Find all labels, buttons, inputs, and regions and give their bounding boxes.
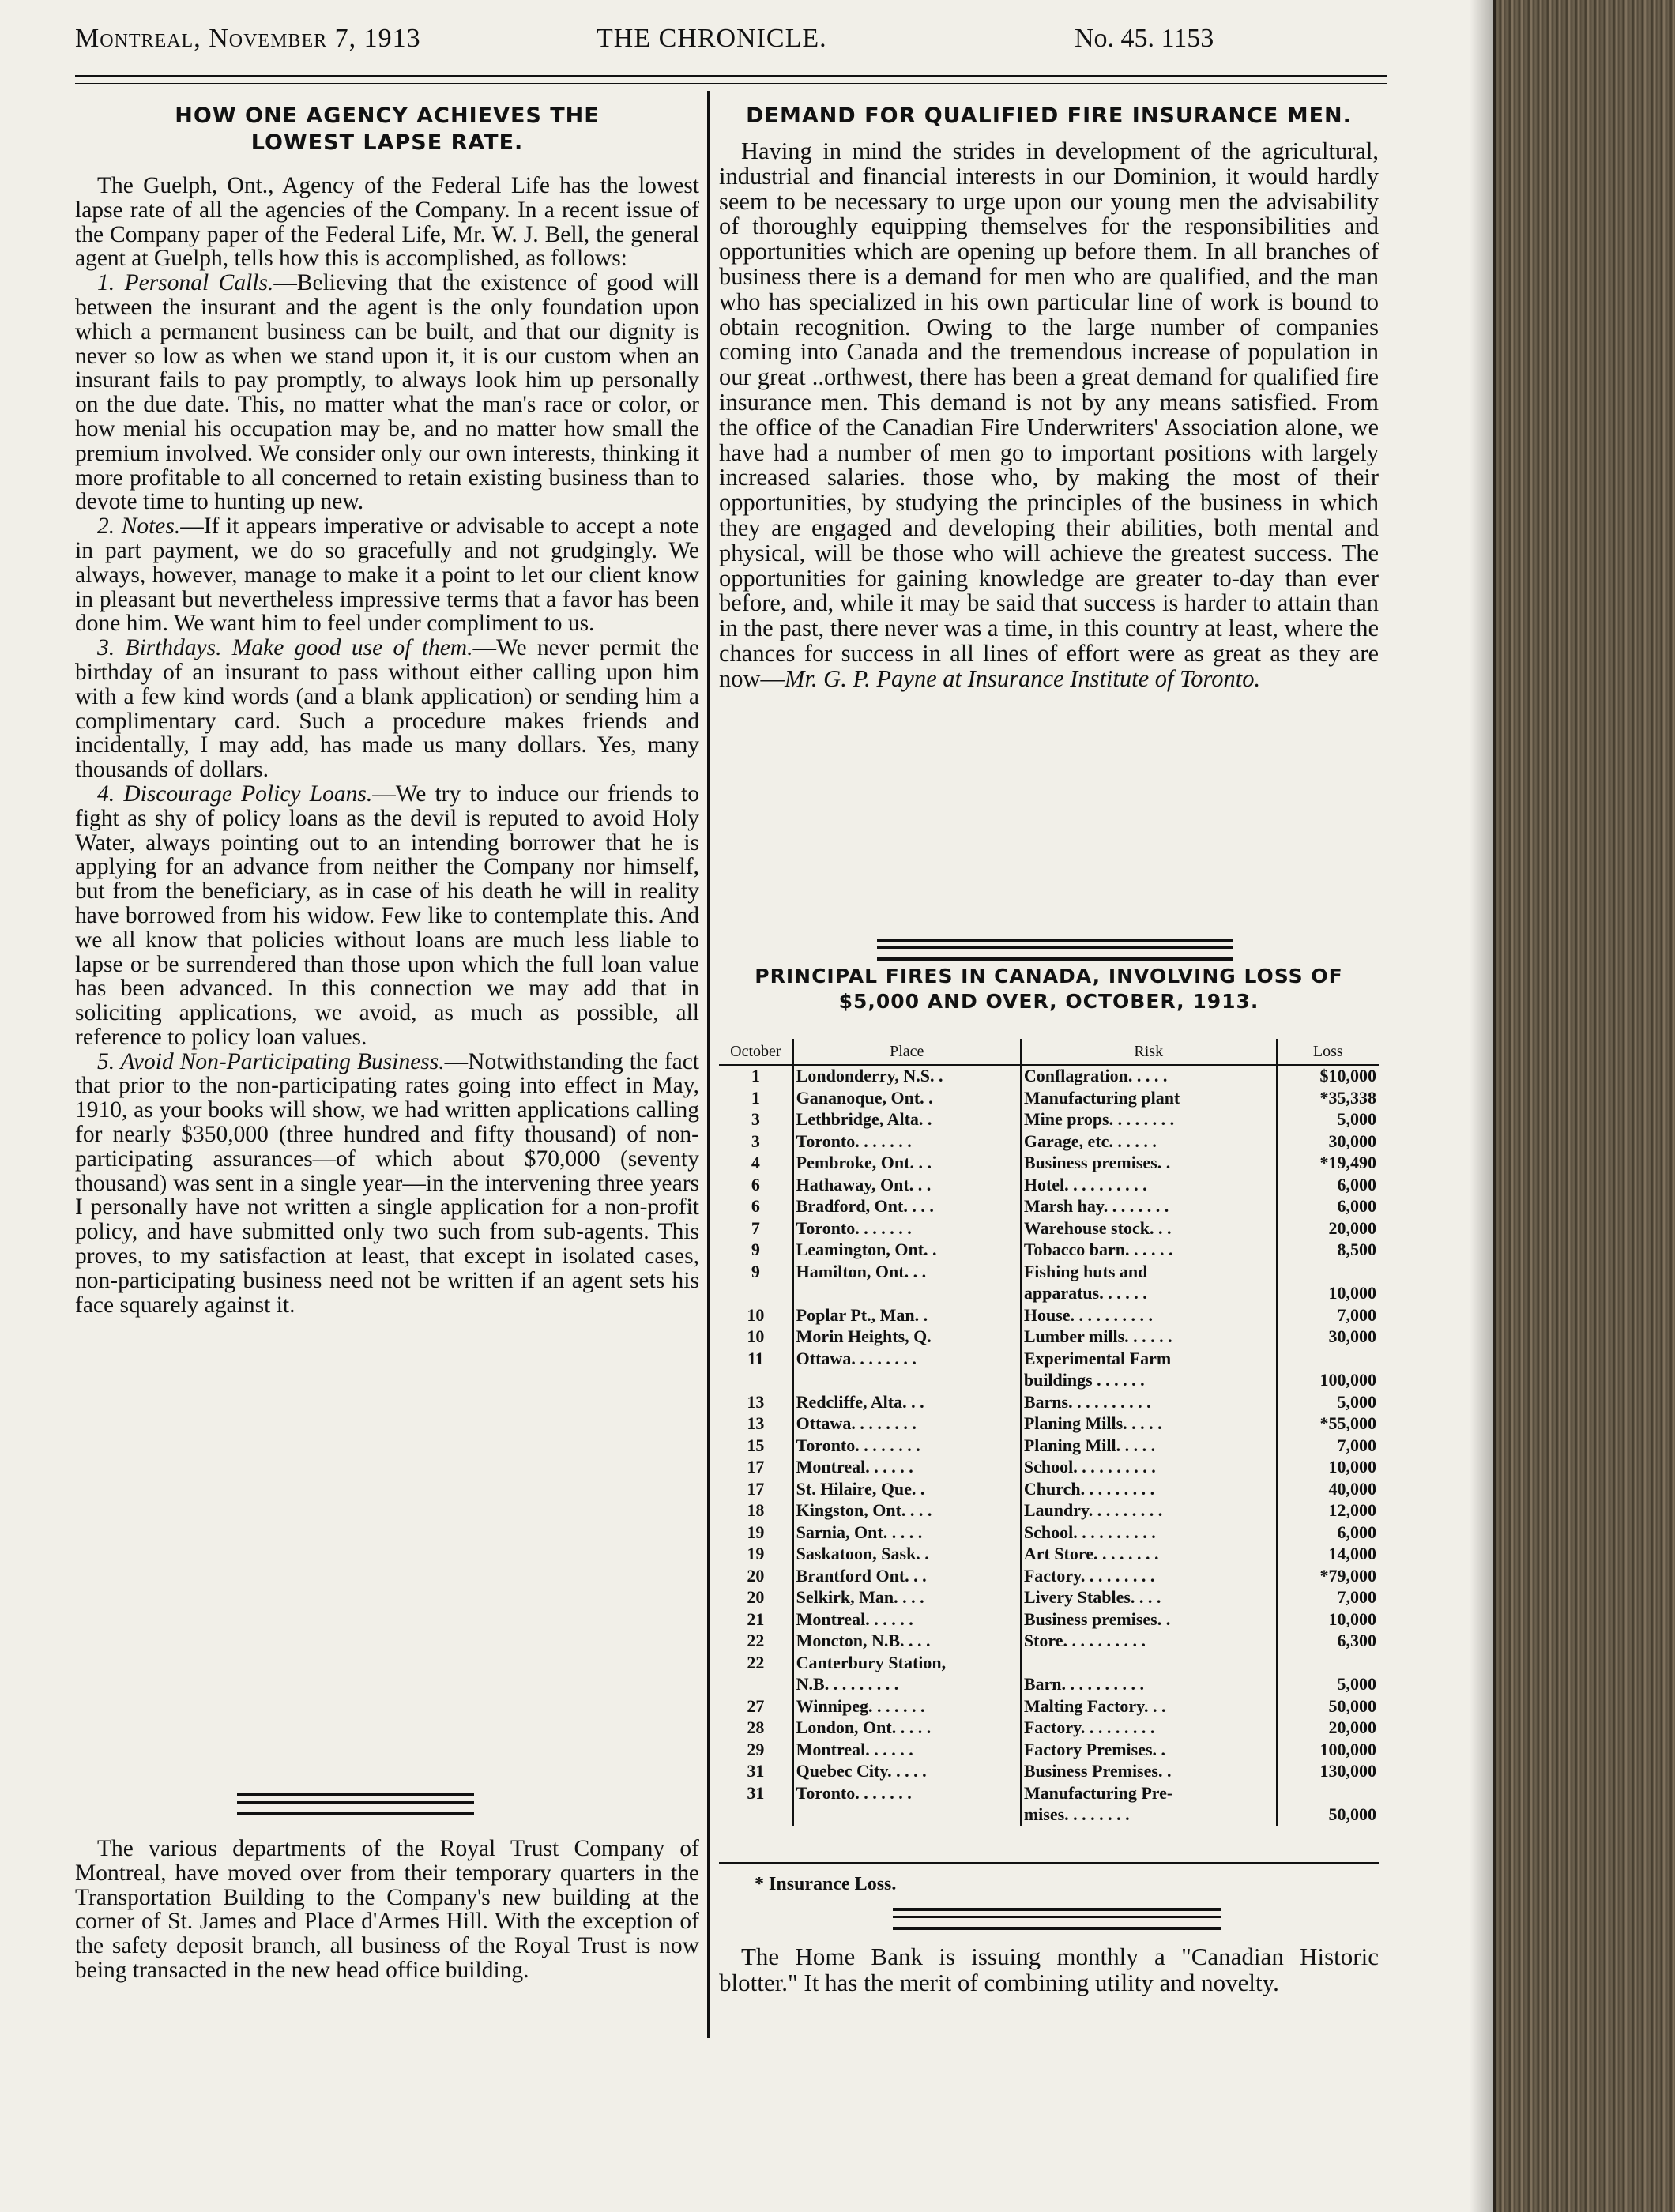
royal-trust-item <box>75 1837 699 1983</box>
left-article-intro: The Guelph, Ont., Agency of the Federal Life has the lowest lapse rate of all the agencies of the Company. In a recent issue of the Company paper of the Federal Life, Mr. W. J. Bell, the general agent at Guelph, tells how this is accomplished, as follows: <box>75 173 699 272</box>
row-place: Kingston, Ont. . . . <box>793 1500 1021 1522</box>
header-rule-thin <box>75 83 1387 84</box>
row-place: N.B. . . . . . . . . <box>793 1674 1021 1696</box>
col-header-october: October <box>719 1039 793 1065</box>
right-section-divider-2 <box>893 1908 1221 1930</box>
right-article-attribution: Mr. G. P. Payne at Insurance Institute of Toronto. <box>785 664 1261 692</box>
left-article-body <box>75 174 699 1317</box>
table-row <box>719 1783 1379 1805</box>
row-place: Hathaway, Ont. . . <box>793 1175 1021 1197</box>
table-row <box>719 1674 1379 1696</box>
row-date: 27 <box>719 1696 793 1718</box>
row-loss: 100,000 <box>1319 1739 1376 1759</box>
row-risk: Factory. . . . . . . . . <box>1021 1566 1277 1588</box>
row-date: 9 <box>719 1240 793 1262</box>
table-row <box>719 1522 1379 1544</box>
row-loss: 7,000 <box>1337 1435 1376 1455</box>
row-loss: 10,000 <box>1328 1608 1376 1629</box>
col-header-loss: Loss <box>1277 1039 1379 1065</box>
row-risk: School. . . . . . . . . . <box>1021 1522 1277 1544</box>
page-gutter-shadow <box>1470 0 1493 2212</box>
table-row <box>719 1566 1379 1588</box>
row-risk: Planing Mills. . . . . <box>1021 1413 1277 1435</box>
row-date: 20 <box>719 1587 793 1609</box>
row-date <box>719 1370 793 1392</box>
page-header <box>75 24 1387 63</box>
row-place: Toronto. . . . . . . <box>793 1131 1021 1153</box>
row-loss: *35,338 <box>1319 1087 1376 1108</box>
row-date: 11 <box>719 1349 793 1371</box>
row-place: Montreal. . . . . . <box>793 1740 1021 1762</box>
right-article-body <box>719 139 1379 692</box>
row-place: Redcliffe, Alta. . . <box>793 1392 1021 1414</box>
row-place: Winnipeg. . . . . . . <box>793 1696 1021 1718</box>
left-article-headline: HOW ONE AGENCY ACHIEVES THE LOWEST LAPSE RATE. <box>175 103 600 155</box>
row-date: 18 <box>719 1500 793 1522</box>
table-row <box>719 1457 1379 1479</box>
row-date: 3 <box>719 1109 793 1131</box>
row-date <box>719 1674 793 1696</box>
left-column <box>75 103 699 1317</box>
col-header-place: Place <box>793 1039 1021 1065</box>
fires-table-footnote: * Insurance Loss. <box>755 1874 897 1894</box>
row-risk: Conflagration. . . . . <box>1021 1065 1277 1088</box>
point-5-text: —Notwithstanding the fact that prior to the non-participating rates going into effect in May, 1910, as your books will show, we had written applications calling for nearly $350,000 (three hundred and fifty thousand) of non-participating assurances—of which about $70,000 (seventy thousand) was sent in a single year—in the intervening three years I personally have not written a single application for a non-profit policy, and have submitted only two such from sub-agents. This proves, to my satisfaction at least, that except in isolated cases, non-participating business need not be written if an agent sets his face squarely against it. <box>75 1048 699 1318</box>
row-place <box>793 1283 1021 1305</box>
row-place: Bradford, Ont. . . . <box>793 1196 1021 1218</box>
row-place: Toronto. . . . . . . . <box>793 1435 1021 1458</box>
row-date: 9 <box>719 1262 793 1284</box>
row-loss: 10,000 <box>1328 1283 1376 1303</box>
header-rule <box>75 75 1387 77</box>
row-loss: 20,000 <box>1328 1717 1376 1737</box>
row-risk: Mine props. . . . . . . . <box>1021 1109 1277 1131</box>
row-date: 4 <box>719 1153 793 1175</box>
row-place: Ottawa. . . . . . . . <box>793 1349 1021 1371</box>
row-risk: Hotel. . . . . . . . . . <box>1021 1175 1277 1197</box>
row-risk: mises. . . . . . . . <box>1021 1804 1277 1826</box>
point-2-text: —If it appears imperative or advisable to accept a note in part payment, we do so gracefully and not grudgingly. We always, however, manage to make it a point to let our client know in pleasant but nevertheless impressive terms that a favor has been done him. We want him to feel under compliment to us. <box>75 514 700 637</box>
point-4-label: 4. Discourage Policy Loans. <box>97 781 373 807</box>
row-place: Leamington, Ont. . <box>793 1240 1021 1262</box>
row-loss: 100,000 <box>1319 1370 1376 1390</box>
fires-table <box>719 1039 1379 1826</box>
fires-table-header-row <box>719 1039 1379 1065</box>
row-place: Canterbury Station, <box>793 1653 1021 1675</box>
row-date: 6 <box>719 1175 793 1197</box>
row-risk: Store. . . . . . . . . . <box>1021 1631 1277 1653</box>
point-1-text: —Believing that the existence of good will between the insurant and the agent is the only foundation upon which a permanent business can be built, and that our dignity is never so low as when we stand upon it, it is our custom when an insurant fails to pay promptly, to always look him up personally on the due date. This, no matter what the man's race or color, or how menial his occupation may be, and no matter how small the premium involved. We consider only our own interests, thinking it more profitable to all concerned to retain existing business than to devote time to hunting up new. <box>75 270 699 515</box>
row-loss: 40,000 <box>1328 1478 1376 1499</box>
row-risk: Livery Stables. . . . <box>1021 1587 1277 1609</box>
row-risk: Manufacturing plant <box>1021 1088 1277 1110</box>
row-loss: 7,000 <box>1337 1304 1376 1325</box>
row-loss: *19,490 <box>1319 1153 1376 1172</box>
row-loss: $10,000 <box>1319 1066 1376 1085</box>
row-loss: 5,000 <box>1337 1674 1376 1694</box>
left-article-point-5 <box>75 1050 699 1318</box>
row-risk: Business Premises. . <box>1021 1761 1277 1783</box>
row-risk: Business premises. . <box>1021 1609 1277 1631</box>
right-article-headline: DEMAND FOR QUALIFIED FIRE INSURANCE MEN. <box>746 103 1352 128</box>
row-date: 1 <box>719 1065 793 1088</box>
row-risk: Barn. . . . . . . . . . <box>1021 1674 1277 1696</box>
row-loss: 12,000 <box>1328 1500 1376 1520</box>
book-page-edges <box>1493 0 1675 2212</box>
row-risk: Warehouse stock. . . <box>1021 1218 1277 1240</box>
left-article-point-1 <box>75 271 699 514</box>
row-place: Sarnia, Ont. . . . . <box>793 1522 1021 1544</box>
table-row <box>719 1349 1379 1371</box>
row-date: 19 <box>719 1544 793 1566</box>
row-risk: Fishing huts and <box>1021 1262 1277 1284</box>
row-risk: House. . . . . . . . . . <box>1021 1305 1277 1327</box>
row-loss: 5,000 <box>1337 1109 1376 1129</box>
row-loss: 10,000 <box>1328 1457 1376 1477</box>
table-row <box>719 1196 1379 1218</box>
row-place: St. Hilaire, Que. . <box>793 1479 1021 1501</box>
row-date: 13 <box>719 1413 793 1435</box>
table-row <box>719 1283 1379 1305</box>
fires-table-title: PRINCIPAL FIRES IN CANADA, INVOLVING LOSS OF $5,000 AND OVER, OCTOBER, 1913. <box>755 965 1343 1013</box>
row-date: 22 <box>719 1631 793 1653</box>
table-row <box>719 1326 1379 1349</box>
row-place: Lethbridge, Alta. . <box>793 1109 1021 1131</box>
row-place: Quebec City. . . . . <box>793 1761 1021 1783</box>
table-row <box>719 1262 1379 1284</box>
row-loss: 6,000 <box>1337 1522 1376 1542</box>
row-date: 31 <box>719 1783 793 1805</box>
point-5-label: 5. Avoid Non-Participating Business. <box>97 1048 445 1074</box>
row-date: 10 <box>719 1326 793 1349</box>
table-row <box>719 1370 1379 1392</box>
row-loss: 6,000 <box>1337 1174 1376 1194</box>
table-row <box>719 1109 1379 1131</box>
row-risk: School. . . . . . . . . . <box>1021 1457 1277 1479</box>
row-loss <box>1277 1349 1379 1371</box>
row-loss: 6,000 <box>1337 1196 1376 1216</box>
fires-table-body <box>719 1065 1379 1826</box>
row-loss: 5,000 <box>1337 1391 1376 1412</box>
row-risk: Factory Premises. . <box>1021 1740 1277 1762</box>
table-row <box>719 1717 1379 1740</box>
table-row <box>719 1175 1379 1197</box>
table-row <box>719 1088 1379 1110</box>
header-issue-page: No. 45. 1153 <box>1075 24 1214 53</box>
left-article-point-4 <box>75 782 699 1050</box>
row-place: Montreal. . . . . . <box>793 1609 1021 1631</box>
table-row <box>719 1804 1379 1826</box>
row-risk: Experimental Farm <box>1021 1349 1277 1371</box>
row-loss <box>1277 1783 1379 1805</box>
row-date: 29 <box>719 1740 793 1762</box>
row-risk: Garage, etc. . . . . . <box>1021 1131 1277 1153</box>
row-risk: Manufacturing Pre- <box>1021 1783 1277 1805</box>
row-risk: Planing Mill. . . . . <box>1021 1435 1277 1458</box>
table-row <box>719 1413 1379 1435</box>
table-row <box>719 1305 1379 1327</box>
row-loss <box>1277 1653 1379 1675</box>
row-place: Pembroke, Ont. . . <box>793 1153 1021 1175</box>
table-row <box>719 1218 1379 1240</box>
point-3-label: 3. Birthdays. Make good use of them. <box>97 635 473 661</box>
row-risk: Malting Factory. . . <box>1021 1696 1277 1718</box>
left-article-point-2 <box>75 514 699 636</box>
row-date: 17 <box>719 1457 793 1479</box>
point-1-label: 1. Personal Calls. <box>97 270 274 296</box>
row-loss: 20,000 <box>1328 1217 1376 1238</box>
table-row <box>719 1240 1379 1262</box>
point-3-text: —We never permit the birthday of an insurant to pass without either calling upon him with a few kind words (and a blank application) or sending him a complimentary card. Such a procedure makes friends and incidentally, I may add, has made us many dollars. Yes, many thousands of dollars. <box>75 635 699 783</box>
row-loss: 6,300 <box>1337 1631 1376 1650</box>
table-row <box>719 1587 1379 1609</box>
right-article-paragraph <box>719 139 1379 692</box>
row-date: 20 <box>719 1566 793 1588</box>
left-section-divider <box>237 1793 474 1815</box>
table-row <box>719 1065 1379 1088</box>
row-loss: 30,000 <box>1328 1326 1376 1346</box>
row-place: Toronto. . . . . . . <box>793 1218 1021 1240</box>
row-place: Hamilton, Ont. . . <box>793 1262 1021 1284</box>
row-date: 13 <box>719 1392 793 1414</box>
left-article-point-3 <box>75 636 699 782</box>
row-date: 10 <box>719 1305 793 1327</box>
row-risk: Laundry. . . . . . . . . <box>1021 1500 1277 1522</box>
row-place: London, Ont. . . . . <box>793 1717 1021 1740</box>
table-row <box>719 1740 1379 1762</box>
table-row <box>719 1609 1379 1631</box>
row-date: 19 <box>719 1522 793 1544</box>
row-date: 1 <box>719 1088 793 1110</box>
row-date <box>719 1804 793 1826</box>
row-loss: 8,500 <box>1337 1240 1376 1259</box>
row-place: Ottawa. . . . . . . . <box>793 1413 1021 1435</box>
table-row <box>719 1653 1379 1675</box>
point-4-text: —We try to induce our friends to fight as shy of policy loans as the devil is reputed to avoid Holy Water, always pointing out to an intending borrower that he is applying for an advance from neither the Company nor himself, but from the beneficiary, as in case of his death he will in reality have borrowed from his widow. Few like to contemplate this. And we all know that policies without loans are much less liable to lapse or be surrendered than those upon which the full loan value has been advanced. In this connection we may add that in soliciting applications, we avoid, as much as possible, all reference to policy loan values. <box>75 781 699 1050</box>
col-header-risk: Risk <box>1021 1039 1277 1065</box>
table-bottom-rule <box>719 1862 1379 1864</box>
row-risk: buildings . . . . . . <box>1021 1370 1277 1392</box>
row-date <box>719 1283 793 1305</box>
table-row <box>719 1153 1379 1175</box>
header-dateline: Montreal, November 7, 1913 <box>75 24 421 53</box>
row-loss: *55,000 <box>1319 1413 1376 1433</box>
row-date: 31 <box>719 1761 793 1783</box>
row-place: Poplar Pt., Man. . <box>793 1305 1021 1327</box>
row-date: 17 <box>719 1479 793 1501</box>
row-risk: Barns. . . . . . . . . . <box>1021 1392 1277 1414</box>
table-row <box>719 1500 1379 1522</box>
column-divider <box>707 91 710 2038</box>
row-place: Saskatoon, Sask. . <box>793 1544 1021 1566</box>
row-risk: Art Store. . . . . . . . <box>1021 1544 1277 1566</box>
row-loss: 30,000 <box>1328 1130 1376 1151</box>
row-risk: apparatus. . . . . . <box>1021 1283 1277 1305</box>
row-risk <box>1021 1653 1277 1675</box>
table-row <box>719 1131 1379 1153</box>
row-date: 22 <box>719 1653 793 1675</box>
row-loss: 50,000 <box>1328 1804 1376 1824</box>
row-place: Brantford Ont. . . <box>793 1566 1021 1588</box>
table-row <box>719 1544 1379 1566</box>
table-row <box>719 1479 1379 1501</box>
point-2-label: 2. Notes. <box>97 514 181 540</box>
row-risk: Business premises. . <box>1021 1153 1277 1175</box>
table-row <box>719 1435 1379 1458</box>
row-place: Londonderry, N.S. . <box>793 1065 1021 1088</box>
table-row <box>719 1631 1379 1653</box>
row-loss: 14,000 <box>1328 1544 1376 1563</box>
row-risk: Tobacco barn. . . . . . <box>1021 1240 1277 1262</box>
row-date: 21 <box>719 1609 793 1631</box>
row-loss: 130,000 <box>1319 1761 1376 1781</box>
row-place <box>793 1370 1021 1392</box>
home-bank-item <box>719 1943 1379 1996</box>
row-risk: Lumber mills. . . . . . <box>1021 1326 1277 1349</box>
home-bank-text: The Home Bank is issuing monthly a "Canadian Historic blotter." It has the merit of combining utility and novelty. <box>719 1943 1379 1996</box>
table-row <box>719 1761 1379 1783</box>
row-date: 6 <box>719 1196 793 1218</box>
row-place: Gananoque, Ont. . <box>793 1088 1021 1110</box>
row-place: Montreal. . . . . . <box>793 1457 1021 1479</box>
row-date: 15 <box>719 1435 793 1458</box>
table-row <box>719 1696 1379 1718</box>
row-date: 3 <box>719 1131 793 1153</box>
row-place: Toronto. . . . . . . <box>793 1783 1021 1805</box>
right-section-divider-1 <box>877 939 1233 961</box>
row-loss: *79,000 <box>1319 1565 1376 1586</box>
row-loss: 50,000 <box>1328 1695 1376 1716</box>
row-date: 7 <box>719 1218 793 1240</box>
row-risk: Factory. . . . . . . . . <box>1021 1717 1277 1740</box>
header-publication-title: THE CHRONICLE. <box>597 24 827 53</box>
row-date: 28 <box>719 1717 793 1740</box>
row-loss <box>1277 1262 1379 1284</box>
right-column <box>719 103 1379 692</box>
row-place: Moncton, N.B. . . . <box>793 1631 1021 1653</box>
row-place <box>793 1804 1021 1826</box>
row-risk: Church. . . . . . . . . <box>1021 1479 1277 1501</box>
row-place: Selkirk, Man. . . . <box>793 1587 1021 1609</box>
row-place: Morin Heights, Q. <box>793 1326 1021 1349</box>
row-loss: 7,000 <box>1337 1587 1376 1607</box>
row-risk: Marsh hay. . . . . . . . <box>1021 1196 1277 1218</box>
right-article-text: Having in mind the strides in development of the agricultural, industrial and financial interests in our Dominion, it would hardly seem to be necessary to urge upon our young men the advisability of thoroughly equipping themselves for the responsibilities and opportunities which are opening up before them. In all branches of business there is a demand for men who are qualified, and the man who has specialized in his own particular line of work is bound to obtain recognition. Owing to the large number of companies coming into Canada and the tremendous increase of population in our great ..orthwest, there has been a great demand for qualified fire insurance men. This demand is not by any means satisfied. From the office of the Canadian Fire Underwriters' Association alone, we have had a number of men go to important positions with largely increased salaries. those who, by making the most of their opportunities, by studying the principles of the business in which they are engaged and developing their abilities, both mental and physical, will be those who will achieve the greatest success. The opportunities for gaining knowledge are greater to-day than ever before, and, while it may be said that success is harder to attain than in the past, there never was a time, in this country at least, where the chances for success in all lines of effort were as great as they are now— <box>719 137 1379 692</box>
table-row <box>719 1392 1379 1414</box>
royal-trust-text: The various departments of the Royal Trust Company of Montreal, have moved over from their temporary quarters in the Transportation Building to the Company's new building at the corner of St. James and Place d'Armes Hill. With the exception of the safety deposit branch, all business of the Royal Trust is now being transacted in the new head office building. <box>75 1836 699 1983</box>
